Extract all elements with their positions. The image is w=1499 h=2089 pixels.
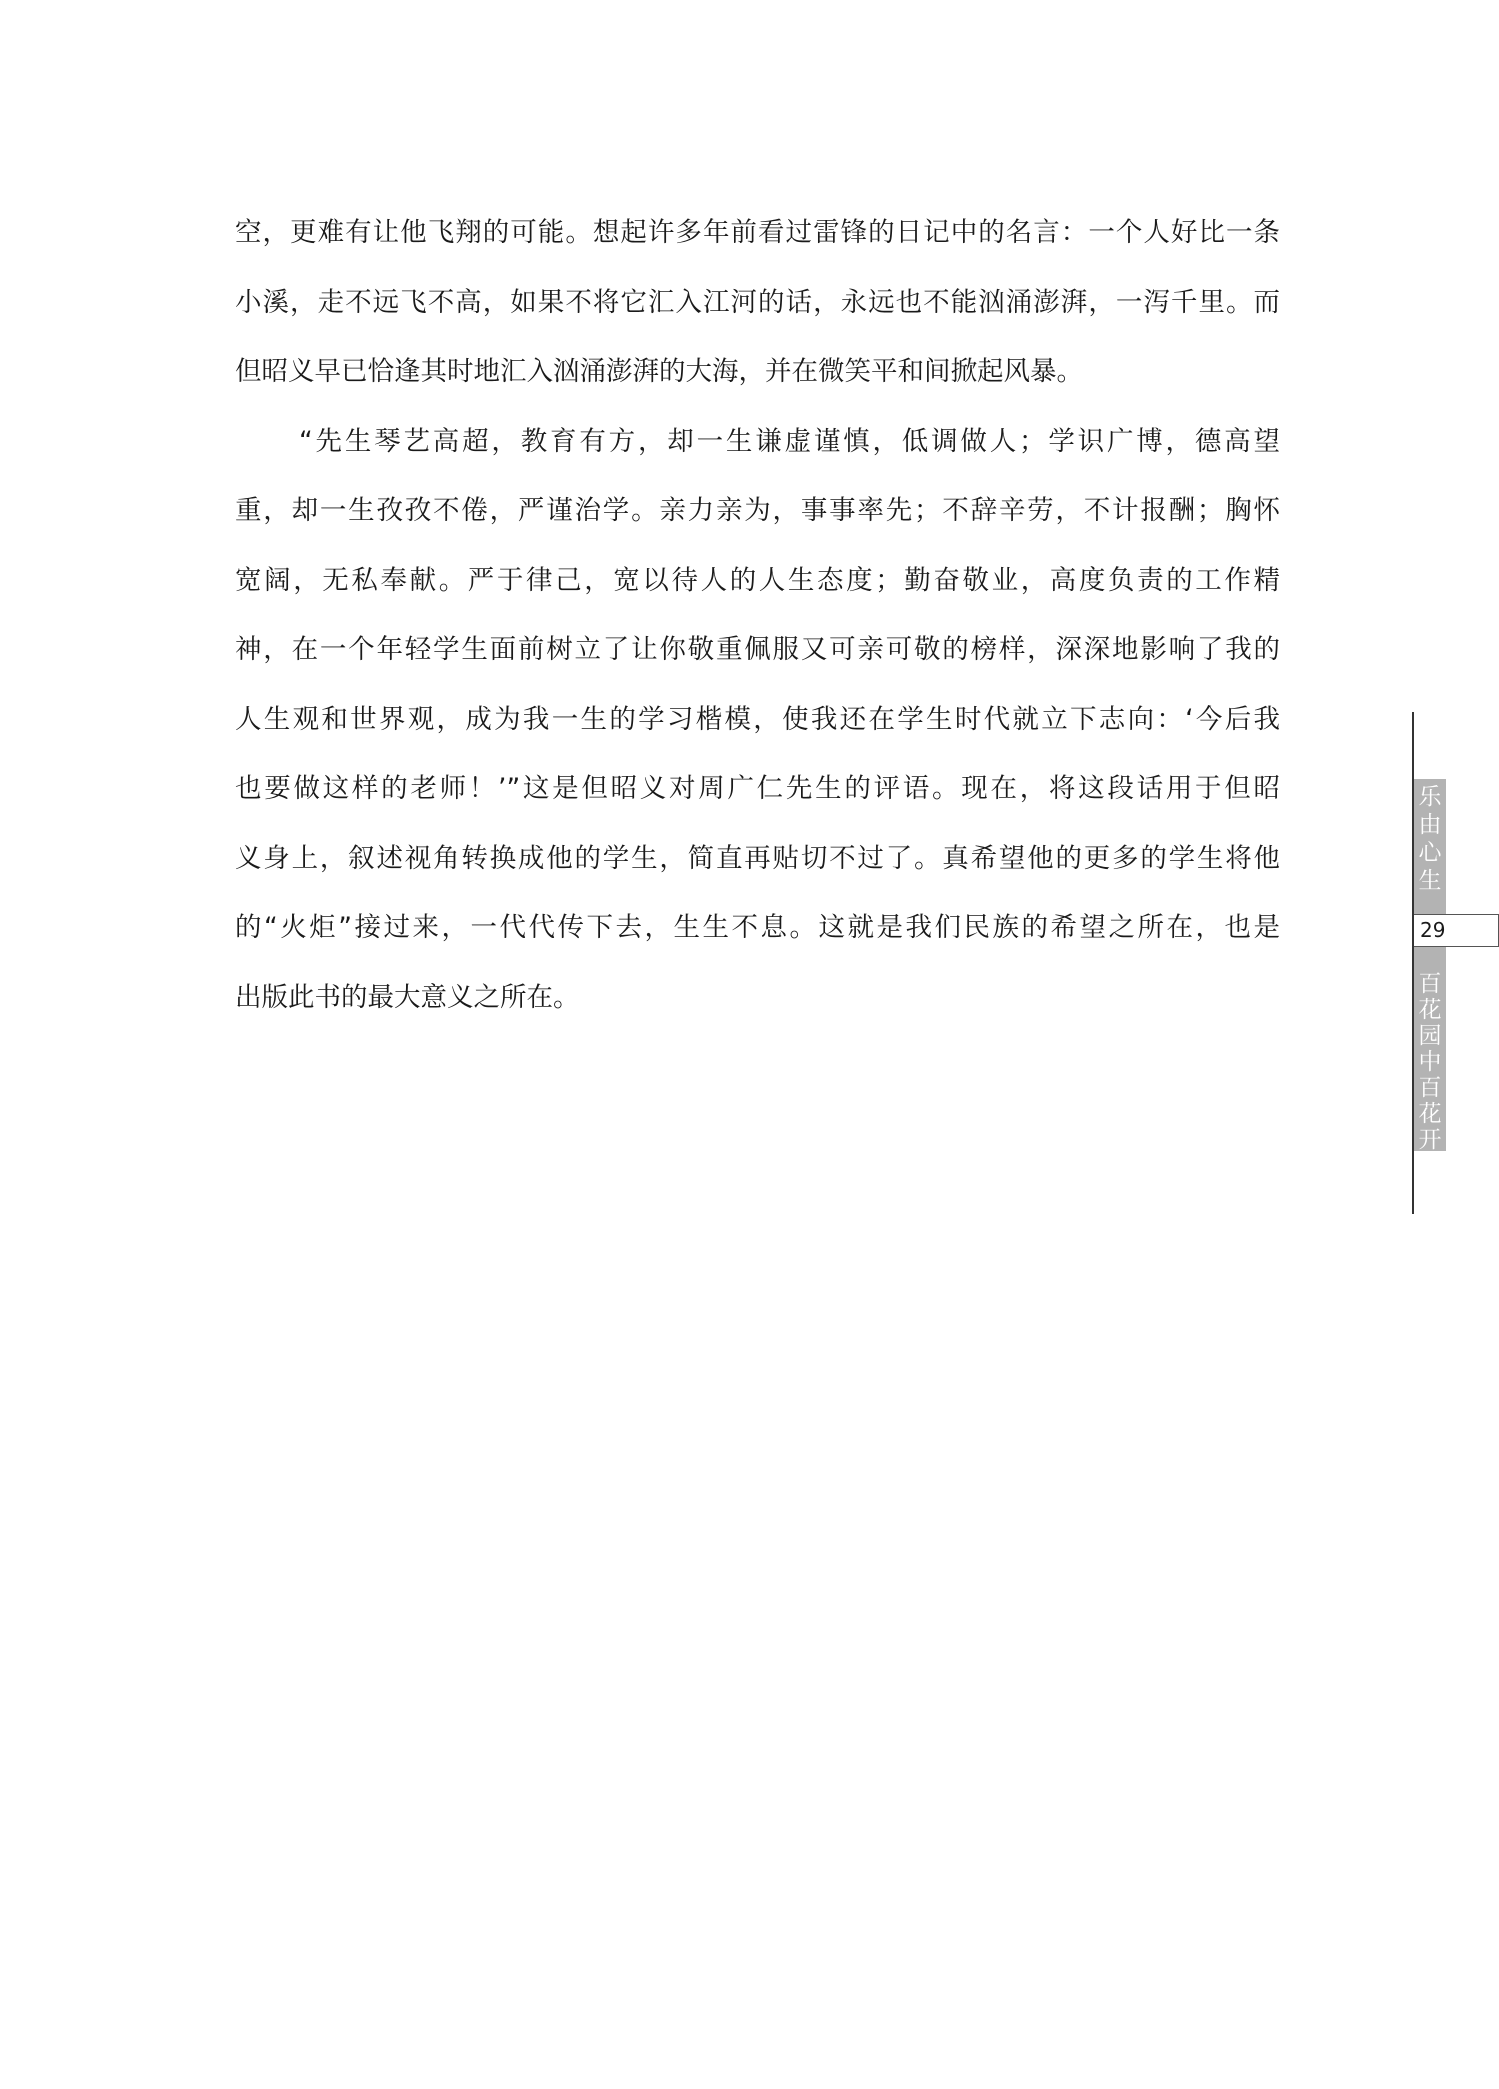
body-line-6: 宽阔，无私奉献。严于律己，宽以待人的人生态度；勤奋敬业，高度负责的工作精 [235,564,1280,596]
body-line-1: 空，更难有让他飞翔的可能。想起许多年前看过雷锋的日记中的名言：一个人好比一条 [235,217,1280,248]
book-title-char: 百 [1418,971,1442,997]
body-line-5: 重，却一生孜孜不倦，严谨治学。亲力亲为，事事率先；不辞辛劳，不计报酬；胸怀 [235,495,1280,526]
body-line-12: 出版此书的最大意义之所在。 [235,981,580,1013]
chapter-char: 生 [1418,868,1442,894]
body-text [235,198,1280,1032]
body-line-2: 小溪，走不远飞不高，如果不将它汇入江河的话，永远也不能汹涌澎湃，一泻千里。而 [235,286,1280,318]
book-title-char: 花 [1418,997,1442,1023]
book-title-char: 中 [1418,1049,1442,1075]
chapter-tab [1414,779,1446,915]
body-line-8: 人生观和世界观，成为我一生的学习楷模，使我还在学生时代就立下志向：‘今后我 [235,703,1280,735]
body-line-4: “先生琴艺高超，教育有方，却一生谦虚谨慎，低调做人；学识广博，德高望 [299,425,1280,457]
body-line-11: 的“火炬”接过来，一代代传下去，生生不息。这就是我们民族的希望之所在，也是 [235,912,1280,943]
book-title-char: 园 [1418,1023,1442,1049]
chapter-char: 由 [1418,812,1442,838]
body-line-10: 义身上，叙述视角转换成他的学生，简直再贴切不过了。真希望他的更多的学生将他 [235,842,1280,874]
body-line-9: 也要做这样的老师！’”这是但昭义对周广仁先生的评语。现在，将这段话用于但昭 [235,773,1280,804]
book-title-tab [1414,947,1446,1151]
body-line-3: 但昭义早已恰逢其时地汇入汹涌澎湃的大海，并在微笑平和间掀起风暴。 [235,356,1083,387]
page-number: 29 [1414,914,1499,947]
body-line-7: 神，在一个年轻学生面前树立了让你敬重佩服又可亲可敬的榜样，深深地影响了我的 [235,634,1280,665]
book-title-char: 百 [1418,1075,1442,1101]
book-title-char: 花 [1418,1101,1442,1127]
chapter-char: 乐 [1418,784,1442,810]
chapter-char: 心 [1418,840,1442,866]
book-title-char: 开 [1418,1127,1442,1153]
